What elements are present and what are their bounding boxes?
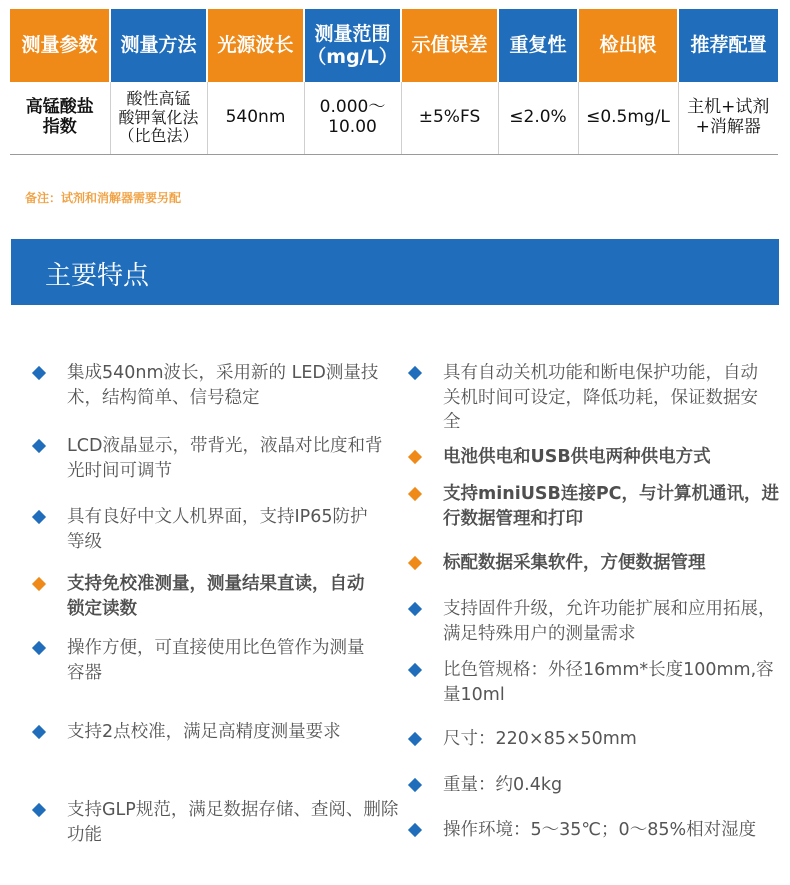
cell-detection-limit: ≤0.5mg/L [578,82,678,155]
feature-item: 尺寸：220×85×50mm [443,729,637,749]
cell-config: 主机+试剂 +消解器 [678,82,778,155]
header-parameter: 测量参数 [10,9,110,82]
spec-table [10,9,778,155]
feature-item: 支持2点校准，满足高精度测量要求 [67,722,341,742]
cell-wavelength: 540nm [207,82,304,155]
header-method: 测量方法 [110,9,207,82]
bullet-diamond-icon [408,487,422,501]
cell-range: 0.000～ 10.00 [304,82,401,155]
section-title: 主要特点 [45,261,150,291]
remark-note: 备注：试剂和消解器需要另配 [25,191,182,205]
header-wavelength: 光源波长 [207,9,304,82]
feature-item: 支持固件升级，允许功能扩展和应用拓展，满足特殊用户的测量需求 [443,599,776,644]
bullet-diamond-icon [408,450,422,464]
bullet-diamond-icon [32,439,46,453]
bullet-diamond-icon [32,366,46,380]
feature-item: 支持GLP规范，满足数据存储、查阅、删除功能 [67,800,399,845]
feature-item: 电池供电和USB供电两种供电方式 [443,447,711,467]
feature-item: 支持免校准测量，测量结果直读，自动锁定读数 [67,574,365,619]
bullet-diamond-icon [408,732,422,746]
feature-item: 比色管规格：外径16mm*长度100mm,容量10ml [443,660,774,705]
header-range: 测量范围 （mg/L） [304,9,401,82]
feature-item: 标配数据采集软件，方便数据管理 [443,553,706,573]
section-header [11,239,779,305]
bullet-diamond-icon [408,778,422,792]
cell-method: 酸性高锰 酸钾氧化法 （比色法） [110,82,207,155]
feature-item: 重量：约0.4kg [443,775,563,795]
feature-item: 操作方便，可直接使用比色管作为测量容器 [67,638,365,683]
bullet-diamond-icon [32,641,46,655]
bullet-diamond-icon [408,663,422,677]
header-error: 示值误差 [401,9,498,82]
bullet-diamond-icon [32,803,46,817]
feature-item: 集成540nm波长，采用新的 LED测量技术，结构简单、信号稳定 [67,363,379,408]
feature-item: 支持miniUSB连接PC，与计算机通讯，进行数据管理和打印 [443,484,780,529]
bullet-diamond-icon [408,366,422,380]
cell-parameter: 高锰酸盐 指数 [10,82,110,155]
header-config: 推荐配置 [678,9,778,82]
bullet-diamond-icon [32,577,46,591]
bullet-diamond-icon [408,823,422,837]
bullet-diamond-icon [408,602,422,616]
spec-data-row [10,82,778,155]
feature-item: 具有良好中文人机界面，支持IP65防护等级 [67,507,368,552]
spec-header-row [10,9,778,82]
cell-repeatability: ≤2.0% [498,82,578,155]
feature-item: 操作环境：5～35℃；0～85%相对湿度 [443,820,757,840]
cell-error: ±5%FS [401,82,498,155]
header-repeatability: 重复性 [498,9,578,82]
bullet-diamond-icon [408,556,422,570]
bullet-diamond-icon [32,510,46,524]
feature-item: 具有自动关机功能和断电保护功能，自动关机时间可设定，降低功耗，保证数据安全 [443,363,758,432]
bullet-diamond-icon [32,725,46,739]
header-detection-limit: 检出限 [578,9,678,82]
feature-item: LCD液晶显示，带背光，液晶对比度和背光时间可调节 [67,436,383,481]
